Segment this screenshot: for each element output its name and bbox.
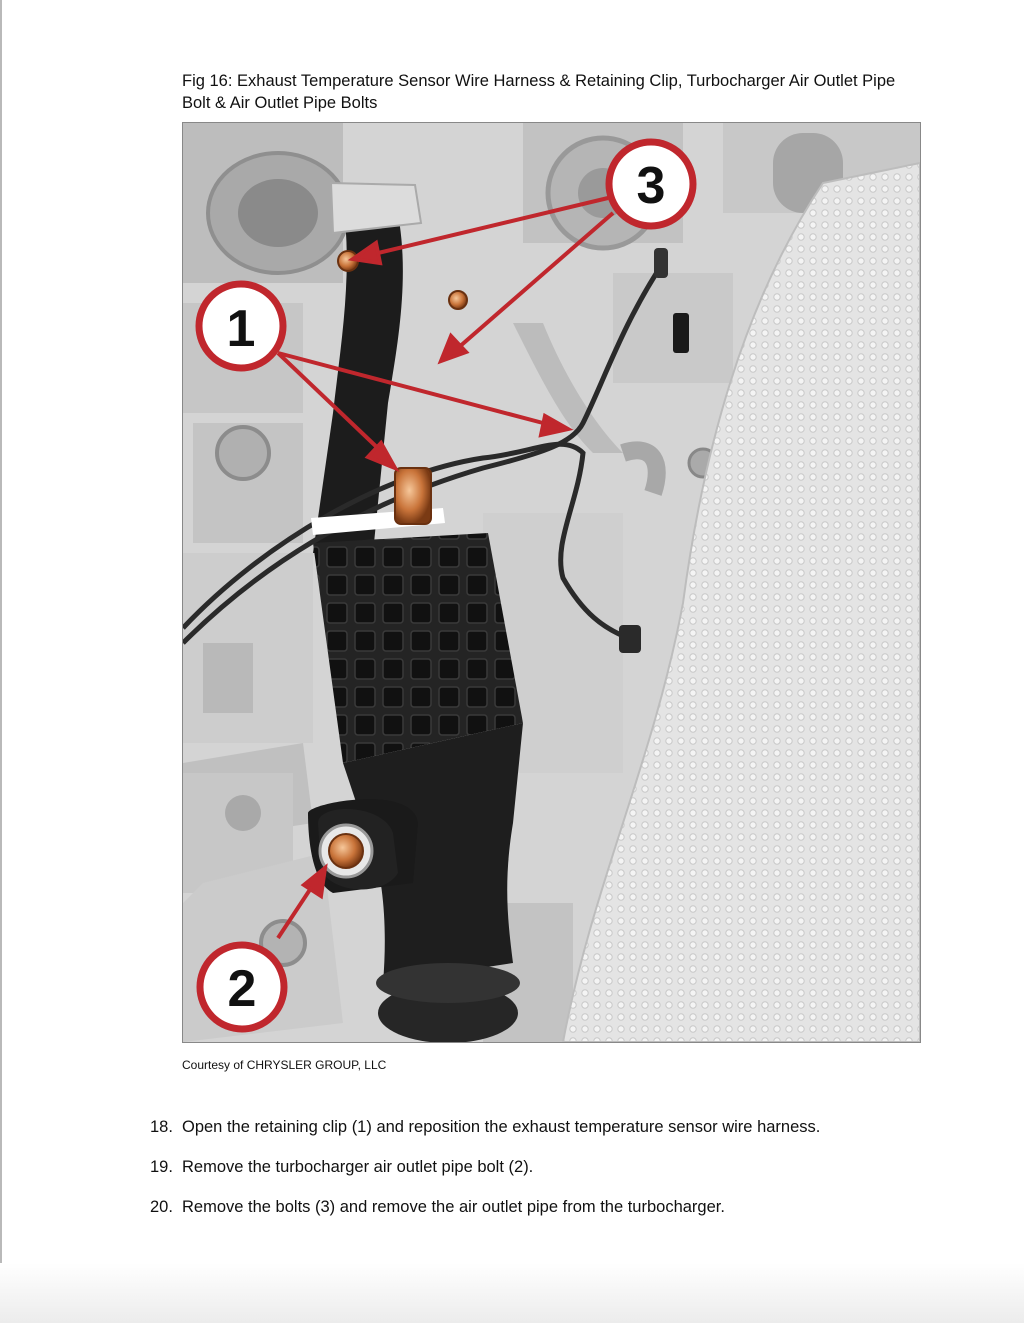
engine-bay-illustration bbox=[183, 123, 920, 1042]
callout-2 bbox=[200, 945, 284, 1029]
callout-1 bbox=[199, 284, 283, 368]
figure-caption: Fig 16: Exhaust Temperature Sensor Wire Harness & Retaining Clip, Turbocharger Air Outlet Pipe Bolt & Air Outlet Pipe Bolts bbox=[182, 72, 896, 112]
step-item bbox=[150, 1156, 820, 1178]
step-number: 19. bbox=[150, 1158, 173, 1176]
step-number: 18. bbox=[150, 1118, 173, 1136]
procedure-steps bbox=[150, 1116, 820, 1236]
callout-1-label: 1 bbox=[226, 300, 256, 358]
callout-3-label: 3 bbox=[636, 157, 666, 215]
page-bottom-shadow bbox=[0, 1263, 1024, 1323]
step-text: Remove the turbocharger air outlet pipe bolt (2). bbox=[182, 1158, 534, 1176]
callout-2-label: 2 bbox=[227, 960, 257, 1018]
step-text: Remove the bolts (3) and remove the air outlet pipe from the turbocharger. bbox=[182, 1198, 725, 1216]
page-left-border bbox=[0, 0, 2, 1323]
step-text: Open the retaining clip (1) and reposition the exhaust temperature sensor wire harness. bbox=[182, 1118, 821, 1136]
step-number: 20. bbox=[150, 1198, 173, 1216]
figure-photo bbox=[182, 122, 921, 1043]
callout-3 bbox=[609, 142, 693, 226]
step-item bbox=[150, 1196, 820, 1218]
figure-credit: Courtesy of CHRYSLER GROUP, LLC bbox=[182, 1058, 387, 1072]
step-item bbox=[150, 1116, 820, 1138]
